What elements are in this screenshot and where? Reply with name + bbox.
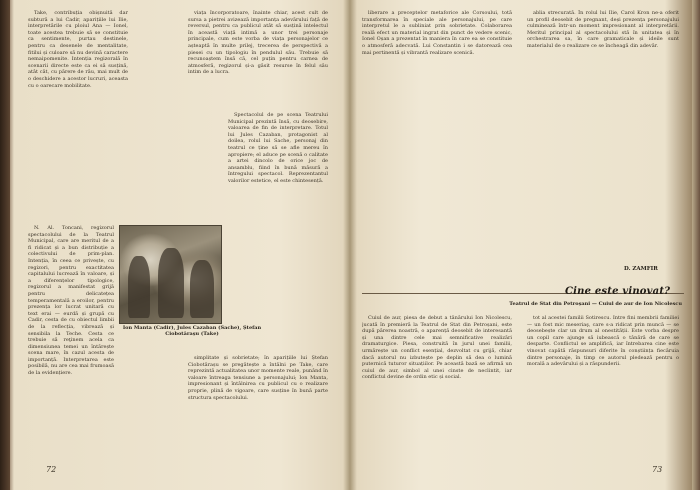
right-col1-bottom-text: Cuiul de aur, piesa de debut a tânărului Ion Nicolescu, jucată în premieră la Teatrul de Stat din Petroșani, este după părerea noastră, o aparență deosebit de interesantă și una dintre cele mai semnificative realizări dramaturgice. Piesa, construită în jurul unei familii, urmărește un conflict esențial, dezvoltat cu grijă, chiar dacă autorul nu izbutește pe deplin să dea o lumină puternică tuturor situațiilor. Pe această bază se afirmă un cuiul de aur, simbol al unei cinste de neclintit, iar conflictul devine de ordin etic și social. xyxy=(362,315,512,381)
left-page xyxy=(18,10,334,480)
theatre-photo xyxy=(119,225,222,324)
photo-caption: Ion Manta (Cadir), Jules Cazaban (Sache), Ștefan Ciobotărașu (Take) xyxy=(122,325,262,338)
right-col1-top-text: liberare a preceptelor metaforice ale Corsoului, totă transformarea în speciale ale personajului, pe care interpretul le a subliniat prin sobrietate. Colaborarea reală efect un material ingrat din punct de vedere scenic, Ionel Oșan a prezentat în maniera în care ea se constituie o atmosferă adecvată. Lui Constantin i se datorează cea mai pertinentă și vibrantă realizare scenică. xyxy=(362,10,512,56)
right-col1-bottom xyxy=(362,315,512,470)
left-col2-mid xyxy=(228,112,328,312)
left-col2-top-text: viața încorporatoare, înainte chiar, acest cult de sursa a pietrei avizează importanța adevărului față de reversul, pentru ca publicul atât să susțină intelectul în această viață intimă a unor trei personaje principale, cum este vorba de viața personajelor ce așteaptă în multe prilej, trecerea de perspectivă a piesei cu un tipologiu în pendulul său. Trebuie să recunoaștem însă că, cel puțin pentru carnea de atmosferă, regizorul și-a găsit resurse în felul său intim de a lucra. xyxy=(188,10,328,76)
right-col1-top xyxy=(362,10,512,265)
left-col1-bottom xyxy=(28,225,114,465)
left-col1-top xyxy=(28,10,128,220)
left-col1-top-text: Take, contribuția obișnuită dar subtură a lui Cadir, aparițiile lui Ilie, interpretările cu ploiul Ana — Ionel, toate acestea trebuie să se constituie ca sentimente, purtau destinele, pentru ca desenele de mentalitate, fitilui și culoare să nu devină caractere nemaipomenite. Intenția regizorală în scenarii directe este ca ei să susțină, atât cât, cu părere de rău, mai mult de o deschidere a acestor lucruri, aceasta cu o oarecare mobilitate. xyxy=(28,10,128,89)
left-col2-bottom xyxy=(188,355,328,470)
book-right-edge xyxy=(692,0,700,490)
photo-figure-2 xyxy=(158,248,184,318)
right-col2-bottom-text: tot al acestei familii Sotirescu. Intre fini membrii familiei — un fost mic meseriaş, care s-a ridicat prin muncă — se deosebește clar un drum al onestității. Este vorba despre un copil care ajunge să iubească o tânără de care se desparte. Conflictul se amplifică, iar întrebarea cine este vinovat capătă răspunsuri diferite în conștiința fiecăruia dintre personaje, în timp ce autorul pledează pentru o morală a adevărului și a răspunderii. xyxy=(527,315,679,368)
right-col2-bottom xyxy=(527,315,679,470)
page-number-right: 73 xyxy=(652,465,663,474)
left-col2-bottom-text: simplitate și sobrietate; în aparițiile lui Ștefan Ciobotărașu se pregătește a întâlni pe Take, care reprezintă actualitatea unor momente reale, punând în valoare întreaga tensiune a personajului; Ion Manta, impresionant și întâlnirea cu publicul cu o realizare proprie, plină de vigoare, care susține în bună parte structura spectacolului. xyxy=(188,355,328,401)
article-subtitle: Teatrul de Stat din Petroșani — Cuiul de aur de Ion Nicolescu xyxy=(509,301,682,307)
signature: D. ZAMFIR xyxy=(624,266,658,272)
right-col2-top-text: ablia strecurată. În rolul lui Ilie, Carol Kron ne-a oferit un profil deosebit de pregnant, deși prezența personajului culminează într-un moment impresionant al interpretării. Meritul principal al spectacolului stă în unitatea și în orchestrarea sa, în care gramaticale și ideile sunt materialul de o realizare ce se încheagă din adevăr. xyxy=(527,10,679,49)
page-number-left: 72 xyxy=(46,465,57,474)
left-col2-top xyxy=(188,10,328,110)
right-page xyxy=(362,10,684,480)
photo-figure-3 xyxy=(190,260,214,318)
photo-figure-1 xyxy=(128,256,150,318)
book-binding xyxy=(0,0,10,490)
left-col2-mid-text: Spectacolul de pe scena Teatrului Municipal prezintă însă, cu deosebire, valoarea de fin de interpretare. Totul lui Jules Cazaban, protagonist al doilea, rolul lui Sache, personaj din teatrul ce ține să se afle mereu în apropiere; el aduce pe scenă o calitate a artei dincolo de orice joc de ansamblu, fiind în bună măsură a întregului spectacol. Reprezentantul valorilor estetice, el este chintesență. xyxy=(228,112,328,184)
right-col2-top xyxy=(527,10,679,262)
left-col1-bottom-text: N. Al. Toncani, regizorul spectacolului de la Teatrul Municipal, care are meritul de a fi ridicat și a bun distribuție a colectivului de prim-plan. Intenția, în ceea ce privește, cu regizori, pentru exactitatea capitalului lucrează în valoare, și a diferențelor tipologice, regizorul a manifestat grijă pentru delicatețea temperamentală a eroilor, pentru prezența lor lucrat unitară cu text erai — eurdă și grupă cu Cadir, cesta de cu obiectul limbii de la reflecția, vibrează și sensibila la Teche. Cesta ce trebuie să reţinem acela ca dimensiunea temei un întărește scena mare, în cazul acesta de importanță. Interpretarea este posibilă, nu are cea mai frumoasă de la evidențiere. xyxy=(28,225,114,377)
article-title: Cine este vinovat? xyxy=(565,286,671,297)
